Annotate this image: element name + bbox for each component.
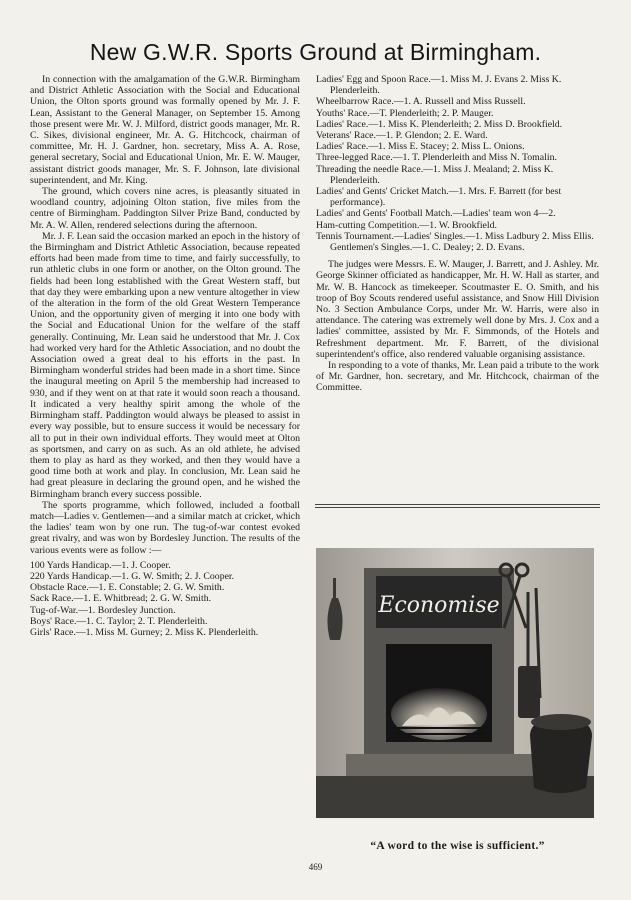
article-paragraph: Mr. J. F. Lean said the occasion marked an epoch in the history of the Birmingham and District Athletic Association, because repeated efforts had been made from time to time, and fairly successfully, to run athletic clubs in one form or another, on the Olton ground. The fields had been long established with the Great Western staff, but that day they were embarking upon a new venture altogether in view of the alteration in the form of the old Great Western Temperance Union, and the opportunity given of merging it into one body with the Social and Educational Union for the welfare of the staff generally. Continuing, Mr. Lean said he understood that Mr. J. Cox had worked very hard for the Athletic Association, and no doubt the Association owed a great deal to his efforts in the past. In Birmingham wonderful strides had been made in a short time. Since the inaugural meeting on April 5 the membership had increased to 930, and if they went on at that rate it would soon reach a thousand. It indicated a very healthy spirit among the whole of the Birmingham staff. Paddington would always be pleased to assist in every way possible, but to ensure success it would be necessary for all to put in their own individual efforts. They would meet at Olton as sportsmen, and carry on as such. As an old athlete, he advised them to play as hard as they worked, and then they would have a good time both at work and play. In conclusion, Mr. Lean said he had great pleasure in declaring the ground open, and he wished the Birmingham branch every success possible. [30, 230, 300, 500]
result-item: Three-legged Race.—1. T. Plenderleith and Miss N. Tomalin. [316, 152, 557, 164]
result-item: Obstacle Race.—1. E. Constable; 2. G. W. Smith. [30, 582, 225, 594]
article-right-column [316, 74, 599, 394]
fireplace-illustration [316, 548, 594, 818]
economise-sign-text: Economise [378, 593, 500, 618]
result-item: Sack Race.—1. E. Whitbread; 2. G. W. Smith. [30, 593, 212, 605]
result-item: Wheelbarrow Race.—1. A. Russell and Miss Russell. [316, 96, 526, 108]
result-item: Ladies' Race.—1. Miss K. Plenderleith; 2. Miss D. Brookfield. [316, 118, 563, 130]
coal-scuttle-rim [531, 714, 591, 730]
article-paragraph: In responding to a vote of thanks, Mr. Lean paid a tribute to the work of Mr. Gardner, hon. secretary, and Mr. Hitchcock, chairman of the Committee. [316, 360, 599, 394]
results-list-continued [316, 74, 599, 253]
result-item: Ladies' Race.—1. Miss E. Stacey; 2. Miss L. Onions. [316, 141, 525, 153]
result-item: 100 Yards Handicap.—1. J. Cooper. [30, 559, 171, 571]
result-item: Tug-of-War.—1. Bordesley Junction. [30, 604, 176, 616]
result-item: Ham-cutting Competition.—1. W. Brookfield. [316, 219, 497, 231]
illustration-caption: “A word to the wise is sufficient.” [370, 840, 545, 852]
article-paragraph: The ground, which covers nine acres, is pleasantly situated in woodland country, adjoining Olton station, five miles from the centre of Birmingham. Paddington Silver Prize Band, conducted by Mr. A. W. Allen, rendered selections during the afternoon. [30, 186, 300, 231]
hearth [346, 754, 546, 776]
result-item: Girls' Race.—1. Miss M. Gurney; 2. Miss K. Plenderleith. [30, 626, 259, 638]
article-paragraph: The judges were Messrs. E. W. Mauger, J. Barrett, and J. Ashley. Mr. George Skinner officiated as handicapper, Mr. H. W. Hall as starter, and Mr. W. B. Hancock as timekeeper. Scoutmaster E. O. Smith, and his troop of Boy Scouts rendered useful assistance, and Snow Hill Division No. 3 Section Ambulance Corps, under Mr. W. Harris, were also in attendance. The catering was extremely well done by Mrs. J. Cox and a ladies' committee, assisted by Mr. F. Simmonds, of the Hotels and Refreshment department. Mr. F. Barrett, of the divisional superintendent's office, also rendered valuable organising assistance. [316, 259, 599, 360]
result-item: Tennis Tournament.—Ladies' Singles.—1. Miss Ladbury 2. Miss Ellis. Gentlemen's Singles.—1. C. Dealey; 2. D. Evans. [316, 230, 594, 254]
result-item: 220 Yards Handicap.—1. G. W. Smith; 2. J. Cooper. [30, 570, 235, 582]
divider-rule [315, 504, 600, 505]
result-item: Ladies' and Gents' Football Match.—Ladies' team won 4—2. [316, 208, 556, 220]
result-item: Threading the needle Race.—1. Miss J. Mealand; 2. Miss K. Plenderleith. [316, 163, 554, 186]
fireplace-photo [316, 548, 594, 818]
result-item: Veterans' Race.—1. P. Glendon; 2. E. Ward. [316, 130, 488, 142]
result-item: Boys' Race.—1. C. Taylor; 2. T. Plenderleith. [30, 615, 208, 627]
bellows-handle [333, 578, 336, 600]
page-number: 469 [308, 862, 323, 872]
fire-shovel [518, 666, 540, 718]
result-item: Youths' Race.—T. Plenderleith; 2. P. Mauger. [316, 107, 494, 119]
article-left-column [30, 74, 300, 638]
divider-rule [315, 507, 600, 508]
results-list [30, 560, 300, 638]
page-title: New G.W.R. Sports Ground at Birmingham. [89, 39, 542, 66]
result-item: Ladies' and Gents' Cricket Match.—1. Mrs. F. Barrett (for best performance). [316, 186, 562, 209]
result-item: Ladies' Egg and Spoon Race.—1. Miss M. J. Evans 2. Miss K. Plenderleith. [316, 74, 562, 97]
article-paragraph: In connection with the amalgamation of the G.W.R. Birmingham and District Athletic Association with the Social and Educational Union, the Olton sports ground was formally opened by Mr. J. F. Lean, Assistant to the General Manager, on September 15. Among those present were Mr. W. J. Milford, district goods manager, Mr. R. C. Sikes, divisional engineer, Mr. A. G. Hitchcock, chairman of committee, Mr. H. J. Gardner, hon. secretary, Miss A. A. Rose, general secretary, Social and Educational Union, Mr. E. W. Mauger, assistant district goods manager, Mr. S. F. Johnson, late divisional superintendent, and Mr. King. [30, 74, 300, 186]
article-paragraph: The sports programme, which followed, included a football match—Ladies v. Gentlemen—and a similar match at cricket, which the ladies' team won by one run. The tug-of-war contest evoked great rivalry, and was won by Bordesley Junction. The results of the various events were as follow :— [30, 499, 300, 556]
